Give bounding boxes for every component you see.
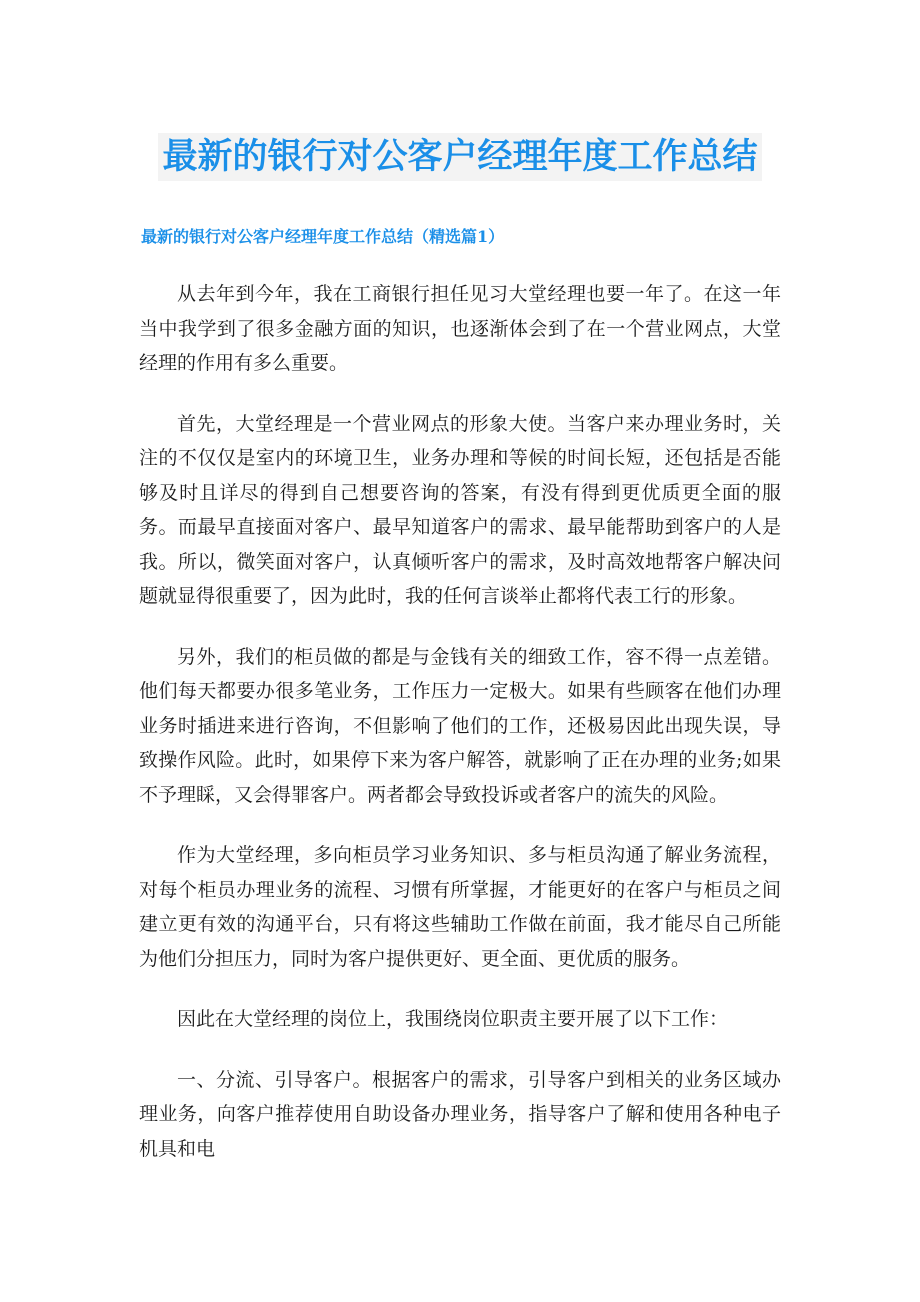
document-body [139,277,781,1192]
paragraph: 一、分流、引导客户。根据客户的需求，引导客户到相关的业务区域办理业务，向客户推荐使用自助设备办理业务，指导客户了解和使用各种电子机具和电 [139,1068,781,1160]
paragraph: 作为大堂经理，多向柜员学习业务知识、多与柜员沟通了解业务流程，对每个柜员办理业务的流程、习惯有所掌握，才能更好的在客户与柜员之间建立更有效的沟通平台，只有将这些辅助工作做在前面，我才能尽自己所能为他们分担压力，同时为客户提供更好、更全面、更优质的服务。 [139,844,781,970]
paragraph: 从去年到今年，我在工商银行担任见习大堂经理也要一年了。在这一年当中我学到了很多金融方面的知识，也逐渐体会到了在一个营业网点，大堂经理的作用有多么重要。 [139,283,781,374]
paragraph: 首先，大堂经理是一个营业网点的形象大使。当客户来办理业务时，关注的不仅仅是室内的环境卫生，业务办理和等候的时间长短，还包括是否能够及时且详尽的得到自己想要咨询的答案，有没有得到更优质更全面的服务。而最早直接面对客户、最早知道客户的需求、最早能帮助到客户的人是我。所以，微笑面对客户，认真倾听客户的需求，及时高效地帮客户解决问题就显得很重要了，因为此时，我的任何言谈举止都将代表工行的形象。 [139,412,781,607]
paragraph: 另外，我们的柜员做的都是与金钱有关的细致工作，容不得一点差错。他们每天都要办很多笔业务，工作压力一定极大。如果有些顾客在他们办理业务时插进来进行咨询，不但影响了他们的工作，还极易因此出现失误，导致操作风险。此时，如果停下来为客户解答，就影响了正在办理的业务;如果不予理睬，又会得罪客户。两者都会导致投诉或者客户的流失的风险。 [139,645,781,806]
paragraph: 因此在大堂经理的岗位上，我围绕岗位职责主要开展了以下工作： [177,1008,729,1030]
title-container [0,133,920,181]
document-title: 最新的银行对公客户经理年度工作总结 [158,133,761,181]
section-subtitle: 最新的银行对公客户经理年度工作总结（精选篇1） [141,227,505,246]
